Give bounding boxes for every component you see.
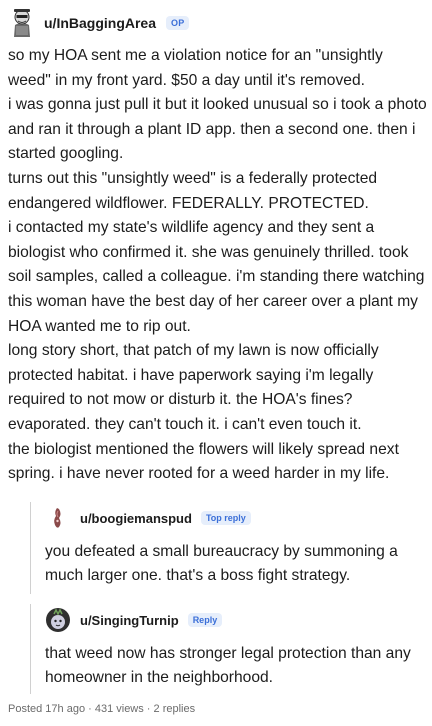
op-badge: OP xyxy=(166,16,189,30)
post-paragraph: turns out this "unsightly weed" is a federally protected endangered wildflower. FEDERALLY. PROTECTED. xyxy=(8,169,378,212)
reply-badge: Reply xyxy=(188,613,223,627)
reply-author[interactable]: u/SingingTurnip xyxy=(80,612,179,628)
reply-header xyxy=(31,502,427,534)
reply-header xyxy=(31,604,427,636)
user-avatar-icon[interactable] xyxy=(45,505,71,531)
reply-comment xyxy=(30,604,427,694)
top-reply-badge: Top reply xyxy=(201,511,251,525)
reply-author[interactable]: u/boogiemanspud xyxy=(80,510,192,526)
post-author[interactable]: u/InBaggingArea xyxy=(44,15,157,31)
reply-comment xyxy=(30,502,427,594)
post-paragraph: i was gonna just pull it but it looked unusual so i took a photo and ran it through a plant ID app. then a second one. then i started googling. xyxy=(8,96,427,163)
user-avatar-icon[interactable] xyxy=(8,7,36,39)
post-header xyxy=(8,6,189,40)
post-paragraph: i contacted my state's wildlife agency and they sent a biologist who confirmed it. she was genuinely thrilled. took soil samples, called a colleague. i'm standing there watching this woman have the best day of her career over a plant my HOA wanted me to rip out. xyxy=(8,219,425,335)
post-paragraph: the biologist mentioned the flowers will likely spread next spring. i have never rooted for a weed harder in my life. xyxy=(8,440,399,483)
post-meta-footer: Posted 17h ago · 431 views · 2 replies xyxy=(8,703,196,715)
reply-text: you defeated a small bureaucracy by summoning a much larger one. that's a boss fight strategy. xyxy=(45,543,398,584)
post-paragraph: so my HOA sent me a violation notice for an "unsightly weed" in my front yard. $50 a day until it's removed. xyxy=(8,47,383,89)
post-paragraph: long story short, that patch of my lawn is now officially protected habitat. i have paperwork saying i'm legally required to not mow or disturb it. the HOA's fines? evaporated. they can't touch it. i can't even touch it. xyxy=(8,342,379,433)
user-avatar-icon[interactable] xyxy=(45,607,71,633)
post-body xyxy=(8,44,428,487)
reply-text: that weed now has stronger legal protection than any homeowner in the neighborhood. xyxy=(45,645,411,686)
